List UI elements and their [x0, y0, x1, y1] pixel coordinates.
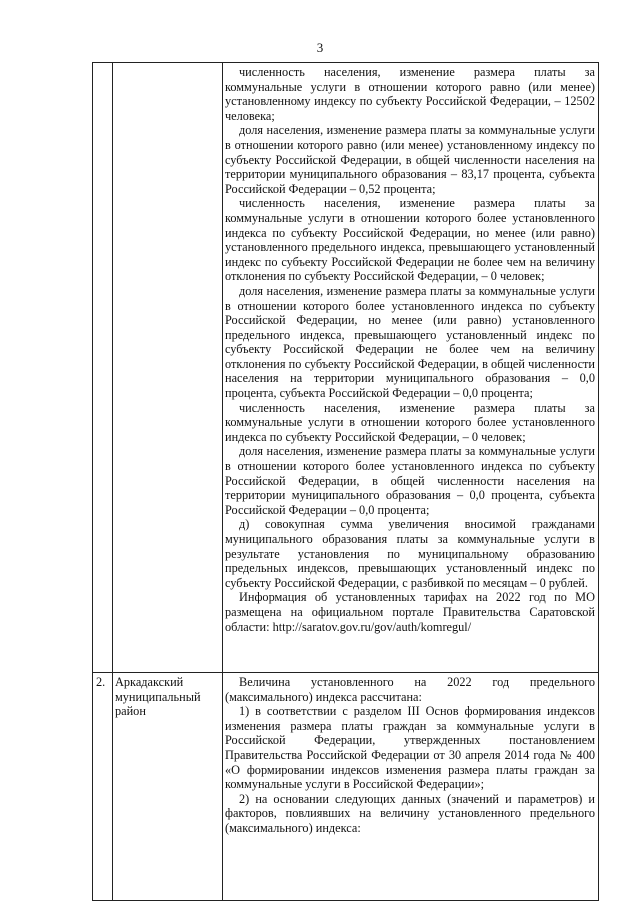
row1-paragraph: численность населения, изменение размера платы за коммунальные услуги в отношении которого более установленного индекса по субъекту Российской Федерации, но менее (или равно) установленного предельного индекса, превышающего установленный индекс по субъекту Российской Федерации не более чем на величину отклонения по субъекту Российской Федерации, – 0 человек;	[225, 196, 595, 284]
row1-paragraph: доля населения, изменение размера платы за коммунальные услуги в отношении которого равно (или менее) установленному индексу по субъекту Российской Федерации, в общей численности населения на территории муниципального образования – 83,17 процента, субъекта Российской Федерации – 0,52 процента;	[225, 123, 595, 196]
table-column-divider	[222, 63, 223, 900]
row2-paragraph: 2) на основании следующих данных (значений и параметров) и факторов, повлиявших на величину установленного предельного (максимального) индекса:	[225, 791, 595, 835]
row1-paragraph: численность населения, изменение размера платы за коммунальные услуги в отношении которого равно (или менее) установленному индексу по субъекту Российской Федерации, – 12502 человека;	[225, 65, 595, 123]
row2-paragraph: Величина установленного на 2022 год предельного (максимального) индекса рассчитана:	[225, 675, 595, 704]
row1-text-cell	[225, 65, 595, 634]
table-column-divider	[112, 63, 113, 900]
row1-paragraph: Информация об установленных тарифах на 2022 год по МО размещена на официальном портале Правительства Саратовской области: http://saratov.gov.ru/gov/auth/komregul/	[225, 590, 595, 634]
row1-paragraph: численность населения, изменение размера платы за коммунальные услуги в отношении которого более установленного индекса по субъекту Российской Федерации, – 0 человек;	[225, 400, 595, 444]
row1-paragraph: доля населения, изменение размера платы за коммунальные услуги в отношении которого более установленного индекса по субъекту Российской Федерации, в общей численности населения на территории муниципального образования – 0,0 процента, субъекта Российской Федерации – 0,0 процента;	[225, 444, 595, 517]
row1-paragraph: д) совокупная сумма увеличения вносимой гражданами муниципального образования платы за коммунальные услуги в результате установления по муниципальному образованию предельных индексов, превышающих установленный индекс по субъекту Российской Федерации, с разбивкой по месяцам – 0 рублей.	[225, 517, 595, 590]
row1-paragraph: доля населения, изменение размера платы за коммунальные услуги в отношении которого более установленного индекса по субъекту Российской Федерации, но менее (или равно) установленного предельного индекса, превышающего установленный индекс по субъекту Российской Федерации не более чем на величину отклонения по субъекту Российской Федерации, в общей численности населения на территории муниципального образования – 0,0 процента, субъекта Российской Федерации – 0,0 процента;	[225, 283, 595, 401]
municipality-name-line: район	[115, 704, 146, 719]
document-table	[92, 62, 599, 901]
row2-paragraph: 1) в соответствии с разделом III Основ формирования индексов изменения размера платы граждан за коммунальные услуги в Российской Федерации, утвержденных постановлением Правительства Российской Федерации от 30 апреля 2014 года № 400 «О формировании индексов изменения размера платы граждан за коммунальные услуги в Российской Федерации»;	[225, 704, 595, 792]
municipality-name-line: Аркадакский	[115, 675, 184, 689]
row2-text-cell	[225, 675, 595, 836]
row2-number: 2.	[96, 675, 106, 689]
municipality-name-line: муниципальный	[115, 689, 201, 704]
page-number: 3	[316, 40, 324, 55]
table-row-divider	[93, 672, 598, 673]
row2-municipality-name	[115, 675, 221, 719]
